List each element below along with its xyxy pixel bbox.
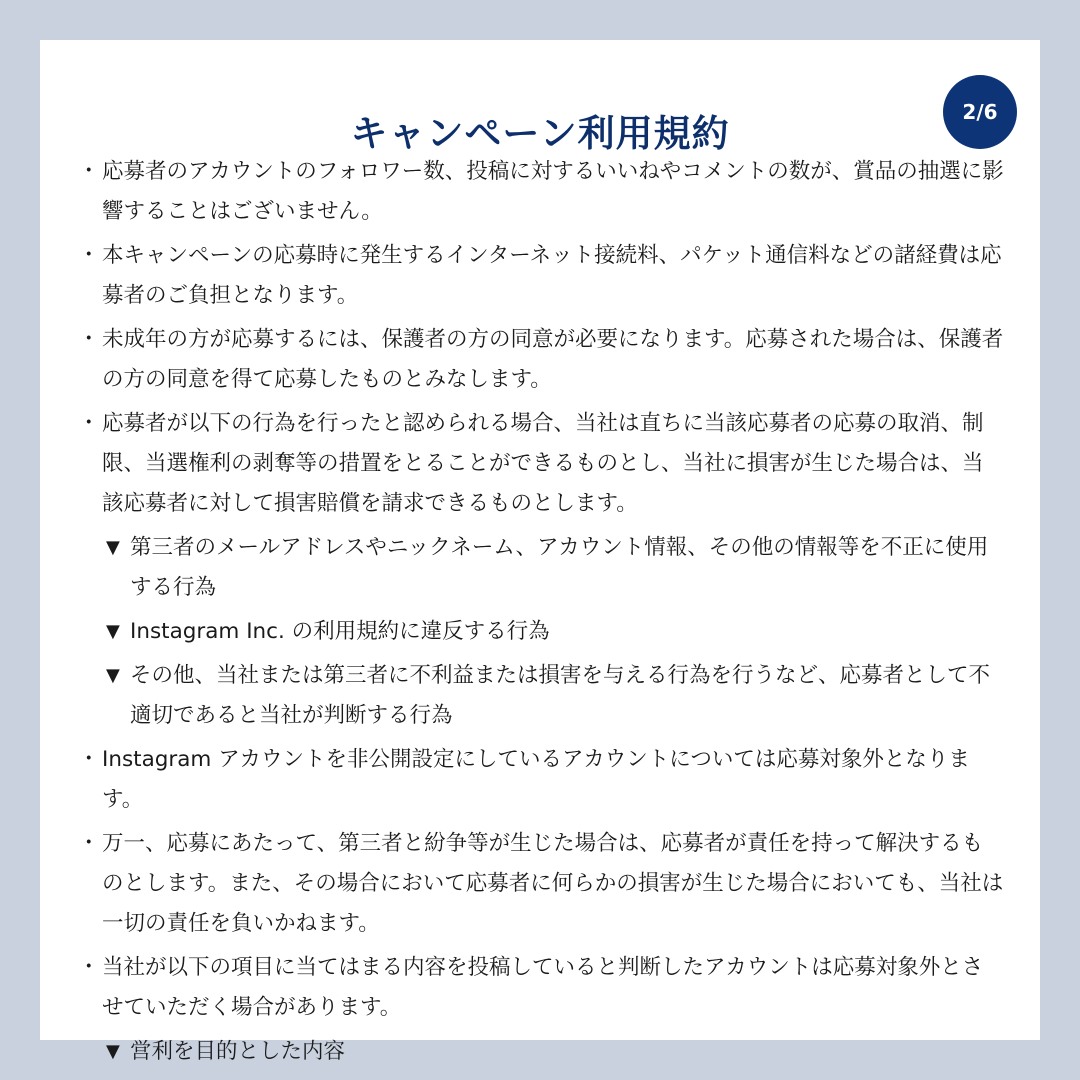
triangle-down-icon: ▼ (106, 537, 120, 558)
sub-list-item (78, 612, 1004, 652)
list-item (78, 236, 1004, 316)
terms-list (78, 148, 1004, 1072)
triangle-down-icon: ▼ (106, 1041, 120, 1062)
list-item (78, 824, 1004, 944)
sub-list-item (78, 528, 1004, 608)
item-text: 応募者が以下の行為を行ったと認められる場合、当社は直ちに当該応募者の応募の取消、制限、当選権利の剥奪等の措置をとることができるものとし、当社に損害が生じた場合は、当該応募者に対して損害賠償を請求できるものとします。 (102, 411, 984, 516)
sub-item-text: Instagram Inc. の利用規約に違反する行為 (130, 619, 550, 644)
item-text: Instagram アカウントを非公開設定にしているアカウントについては応募対象外となります。 (102, 747, 970, 812)
bullet-icon: ・ (78, 159, 100, 184)
item-text: 万一、応募にあたって、第三者と紛争等が生じた場合は、応募者が責任を持って解決するものとします。また、その場合において応募者に何らかの損害が生じた場合においても、当社は一切の責任を負いかねます。 (102, 831, 1004, 936)
sub-item-text: 営利を目的とした内容 (130, 1039, 346, 1064)
bullet-icon: ・ (78, 747, 100, 772)
item-text: 本キャンペーンの応募時に発生するインターネット接続料、パケット通信料などの諸経費は応募者のご負担となります。 (102, 243, 1002, 308)
bullet-icon: ・ (78, 243, 100, 268)
triangle-down-icon: ▼ (106, 621, 120, 642)
list-item (78, 320, 1004, 400)
list-item (78, 152, 1004, 232)
sub-item-text: 第三者のメールアドレスやニックネーム、アカウント情報、その他の情報等を不正に使用する行為 (130, 535, 989, 600)
bullet-icon: ・ (78, 327, 100, 352)
triangle-down-icon: ▼ (106, 665, 120, 686)
page-indicator-badge: 2/6 (943, 75, 1017, 149)
list-item (78, 740, 1004, 820)
sub-list-item (78, 1032, 1004, 1072)
sub-list-item (78, 656, 1004, 736)
bullet-icon: ・ (78, 411, 100, 436)
content-card (40, 40, 1040, 1064)
list-item (78, 404, 1004, 524)
item-text: 応募者のアカウントのフォロワー数、投稿に対するいいねやコメントの数が、賞品の抽選に影響することはございません。 (102, 159, 1004, 224)
bullet-icon: ・ (78, 831, 100, 856)
sub-item-text: その他、当社または第三者に不利益または損害を与える行為を行うなど、応募者として不適切であると当社が判断する行為 (130, 663, 991, 728)
item-text: 当社が以下の項目に当てはまる内容を投稿していると判断したアカウントは応募対象外とさせていただく場合があります。 (102, 955, 984, 1020)
page-title: キャンペーン利用規約 (350, 112, 730, 155)
list-item (78, 948, 1004, 1028)
item-text: 未成年の方が応募するには、保護者の方の同意が必要になります。応募された場合は、保護者の方の同意を得て応募したものとみなします。 (102, 327, 1004, 392)
bullet-icon: ・ (78, 955, 100, 980)
